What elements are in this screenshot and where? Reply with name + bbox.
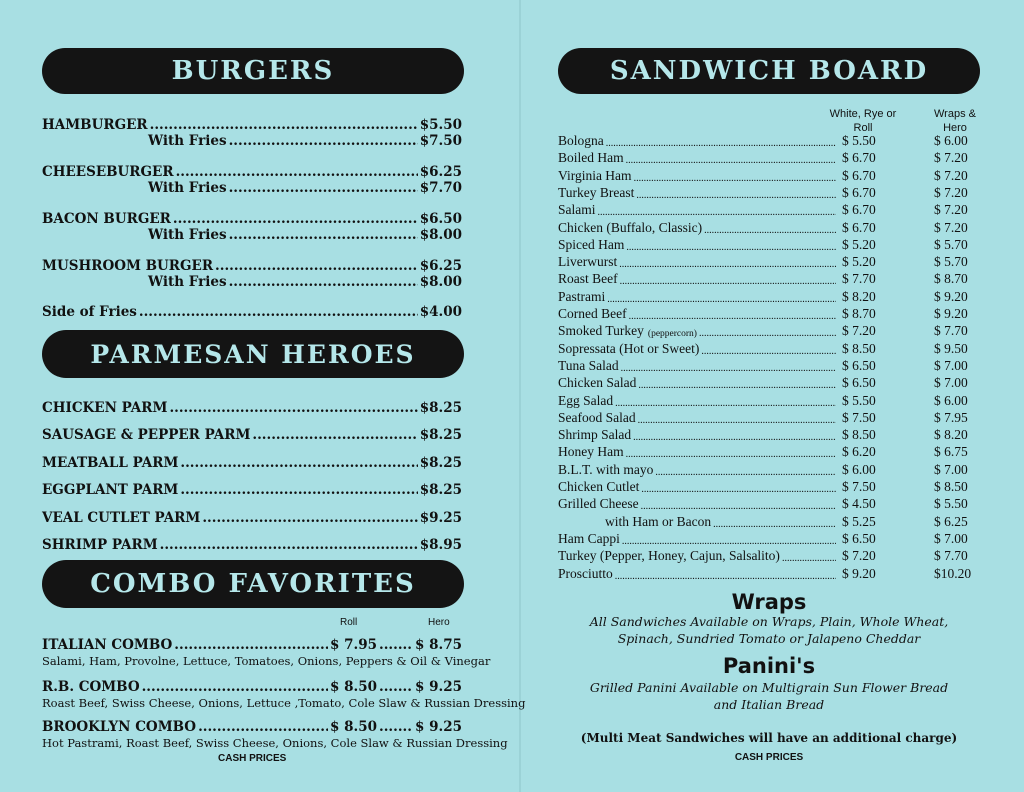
sandwich-price-wrap: $ 7.00 [934,357,968,373]
hero-item-label: SHRIMP PARM [42,537,158,553]
heroes-title: PARMESAN HEROES [90,339,416,369]
hero-item-price: $8.25 [419,482,462,498]
combo-roll-price: $ 8.50 [330,679,378,695]
sandwich-name: Chicken Cutlet [558,479,640,494]
sandwich-price-wrap: $ 7.20 [934,150,968,166]
burger-item-price: $6.25 [419,164,462,180]
combo-hero-price: $ 9.25 [415,719,462,735]
sandwich-leader [636,190,836,201]
burger-fries [148,274,462,290]
sandwich-row [558,202,838,218]
burger-item [42,117,462,133]
sandwich-leader [701,346,836,357]
combo-roll-price: $ 7.95 [330,637,378,653]
sandwich-row [558,306,838,322]
sandwich-name: with Ham or Bacon [605,513,712,529]
sandwich-leader [626,242,836,253]
sandwich-name: Salami [558,202,596,218]
burger-item-leader [215,258,418,274]
combo-item [42,637,462,653]
side-fries-price: $4.00 [419,304,462,320]
burger-item-leader [176,164,418,180]
sandwich-leader [619,259,836,270]
sandwich-leader [633,432,836,443]
hero-item-price: $8.25 [419,400,462,416]
sandwich-price-wrap: $ 6.00 [934,392,968,408]
sandwich-price-bread: $ 7.20 [842,548,876,564]
sandwich-price-wrap: $ 6.25 [934,513,968,529]
sandwich-price-bread: $ 6.50 [842,357,876,373]
wraps-title: Wraps [731,590,807,614]
hero-item-leader [252,427,417,443]
sandwich-banner [558,48,980,94]
sandwich-price-bread: $ 6.20 [842,444,876,460]
sandwich-price-bread: $ 6.70 [842,219,876,235]
heroes-banner [42,330,464,378]
sandwich-name: Pastrami [558,288,606,304]
sandwich-row [558,496,838,512]
combo-name: R.B. COMBO [42,679,140,695]
sandwich-col-bread: White, Rye or Roll [829,108,897,134]
burger-fries-price: $7.70 [419,180,462,196]
sandwich-price-wrap: $ 7.00 [934,530,968,546]
side-fries [42,304,462,320]
sandwich-price-bread: $ 6.70 [842,167,876,183]
hero-item-leader [202,510,417,526]
combo-col-roll: Roll [340,617,358,628]
combo-col-hero: Hero [428,617,450,628]
combo-desc: Salami, Ham, Provolne, Lettuce, Tomatoes, Onions, Peppers & Oil & Vinegar [42,654,491,668]
sandwich-name: Sopressata (Hot or Sweet) [558,340,700,356]
burger-item [42,258,462,274]
burger-item [42,211,462,227]
sandwich-price-bread: $ 7.50 [842,409,876,425]
burger-fries-price: $7.50 [419,133,462,149]
sandwich-name: Egg Salad [558,392,614,408]
sandwich-price-wrap: $ 7.70 [934,323,968,339]
sandwich-name: Boiled Ham [558,150,624,166]
sandwich-price-bread: $ 7.20 [842,323,876,339]
hero-item-label: MEATBALL PARM [42,455,179,471]
sandwich-row [558,548,838,564]
burger-fries [148,180,462,196]
burger-fries-label: With Fries [148,133,227,149]
panini-title: Panini's [722,654,816,678]
sandwich-name: Shrimp Salad [558,427,632,443]
hero-item-label: SAUSAGE & PEPPER PARM [42,427,251,443]
sandwich-row [558,341,838,357]
burgers-title: BURGERS [171,56,335,86]
sandwich-price-bread: $ 6.00 [842,461,876,477]
burger-item-label: BACON BURGER [42,211,171,227]
hero-item-label: CHICKEN PARM [42,400,168,416]
sandwich-price-wrap: $ 7.20 [934,219,968,235]
hero-item-leader [169,400,417,416]
sandwich-row [558,150,838,166]
sandwich-name: Chicken (Buffalo, Classic) [558,219,703,235]
sandwich-leader [638,415,836,426]
hero-item-leader [160,537,418,553]
sandwich-price-wrap: $ 7.20 [934,202,968,218]
sandwich-price-wrap: $ 9.50 [934,340,968,356]
hero-item-price: $9.25 [419,510,462,526]
sandwich-row [558,462,838,478]
sandwich-row [558,444,838,460]
sandwich-leader [629,311,836,322]
sandwich-note: (peppercorn) [647,329,697,340]
burger-item-price: $5.50 [419,117,462,133]
burger-fries-leader [229,274,418,290]
sandwich-leader [699,328,836,339]
sandwich-leader [638,380,836,391]
combo-leader-2 [379,637,413,653]
hero-item-price: $8.25 [419,455,462,471]
sandwich-price-bread: $ 8.50 [842,340,876,356]
sandwich-title: SANDWICH BOARD [609,56,929,86]
side-fries-leader [139,304,418,320]
multi-meat-note: (Multi Meat Sandwiches will have an additional charge) [580,731,958,745]
sandwich-price-wrap: $ 7.00 [934,461,968,477]
sandwich-price-bread: $ 8.70 [842,306,876,321]
sandwich-name: Roast Beef [558,271,618,287]
sandwich-price-bread: $ 8.50 [842,427,876,443]
sandwich-name: Ham Cappi [558,530,620,546]
burger-item-price: $6.25 [419,258,462,274]
hero-item-leader [180,482,417,498]
combo-name: BROOKLYN COMBO [42,719,197,735]
sandwich-row [558,271,838,287]
sandwich-leader [626,155,836,166]
combo-item [42,719,462,735]
sandwich-name: Turkey (Pepper, Honey, Cajun, Salsalito) [558,548,780,564]
sandwich-row [558,410,838,426]
burger-fries-label: With Fries [148,227,227,243]
cash-prices-left: CASH PRICES [218,753,287,764]
sandwich-name: Seafood Salad [558,409,636,425]
combo-hero-price: $ 8.75 [415,637,462,653]
burger-fries-leader [229,227,418,243]
sandwich-name: Honey Ham [558,444,624,460]
sandwich-leader [704,225,836,236]
combo-leader [142,679,328,695]
combo-leader-2 [379,679,413,695]
burger-fries [148,133,462,149]
sandwich-row [558,168,838,184]
sandwich-price-wrap: $ 5.70 [934,254,968,270]
sandwich-price-wrap: $ 7.00 [934,375,968,391]
sandwich-leader [641,501,836,512]
sandwich-price-bread: $ 8.20 [842,288,876,304]
sandwich-price-wrap: $ 7.20 [934,167,968,183]
sandwich-name: Bologna [558,133,604,148]
sandwich-price-bread: $ 6.70 [842,184,876,200]
sandwich-leader [713,519,836,530]
sandwich-price-bread: $ 6.70 [842,202,876,218]
sandwich-row [558,323,838,339]
burger-fries-price: $8.00 [419,274,462,290]
sandwich-leader [621,363,836,374]
sandwich-price-bread: $ 7.50 [842,479,876,494]
combo-leader [198,719,328,735]
burger-fries-price: $8.00 [419,227,462,243]
sandwich-name: B.L.T. with mayo [558,461,654,477]
hero-item [42,455,462,471]
combo-hero-price: $ 9.25 [415,679,462,695]
sandwich-price-bread: $ 5.50 [842,133,876,148]
sandwich-price-bread: $ 6.50 [842,530,876,546]
hero-item [42,537,462,553]
burger-item-price: $6.50 [419,211,462,227]
sandwich-price-bread: $ 7.70 [842,271,876,287]
combo-desc: Roast Beef, Swiss Cheese, Onions, Lettuce ,Tomato, Cole Slaw & Russian Dressing [42,696,526,710]
sandwich-leader [655,467,836,478]
sandwich-row [558,254,838,270]
burger-item [42,164,462,180]
sandwich-leader [782,553,836,564]
burger-fries-leader [229,180,418,196]
sandwich-col-wraps: Wraps & Hero [934,108,976,134]
burgers-banner [42,48,464,94]
sandwich-price-wrap: $ 6.00 [934,133,968,148]
sandwich-row [558,393,838,409]
sandwich-leader [634,173,836,184]
sandwich-price-wrap: $ 7.70 [934,548,968,564]
sandwich-row [558,185,838,201]
wraps-line1: All Sandwiches Available on Wraps, Plain, Whole Wheat, [589,614,949,629]
combo-leader [174,637,328,653]
sandwich-row [558,237,838,253]
sandwich-price-bread: $ 6.50 [842,375,876,391]
sandwich-leader [615,571,836,582]
sandwich-leader [620,276,836,287]
sandwich-price-wrap: $ 7.95 [934,409,968,425]
sandwich-price-wrap: $ 5.70 [934,236,968,252]
cash-prices-right: CASH PRICES [734,752,804,763]
wraps-line2: Spinach, Sundried Tomato or Jalapeno Cheddar [617,631,921,646]
hero-item-label: VEAL CUTLET PARM [42,510,201,526]
sandwich-price-wrap: $ 9.20 [934,288,968,304]
hero-item-price: $8.25 [419,427,462,443]
burger-item-label: HAMBURGER [42,117,148,133]
sandwich-price-bread: $ 6.70 [842,150,876,166]
sandwich-leader [606,138,836,149]
sandwich-row [558,133,838,149]
sandwich-price-bread: $ 5.20 [842,236,876,252]
sandwich-leader [607,294,836,305]
hero-item-leader [180,455,417,471]
hero-item-label: EGGPLANT PARM [42,482,179,498]
sandwich-price-wrap: $ 8.50 [934,479,968,494]
sandwich-price-bread: $ 5.20 [842,254,876,270]
combos-title: COMBO FAVORITES [90,569,416,599]
sandwich-price-bread: $ 5.25 [842,513,876,529]
sandwich-price-wrap: $ 8.20 [934,427,968,443]
sandwich-leader [626,449,836,460]
burger-fries-label: With Fries [148,274,227,290]
sandwich-name: Prosciutto [558,565,613,581]
hero-item [42,510,462,526]
sandwich-row [558,375,838,391]
sandwich-name: Corned Beef [558,306,627,321]
sandwich-row [558,531,838,547]
combo-leader-2 [379,719,413,735]
burger-fries-label: With Fries [148,180,227,196]
hero-item [42,427,462,443]
sandwich-price-wrap: $ 5.50 [934,496,968,512]
sandwich-price-bread: $ 5.50 [842,392,876,408]
sandwich-row [558,358,838,374]
burger-item-leader [173,211,418,227]
sandwich-price-wrap: $ 6.75 [934,444,968,460]
sandwich-name: Grilled Cheese [558,496,639,512]
sandwich-name: Smoked Turkey [558,323,644,339]
sandwich-name: Spiced Ham [558,236,625,252]
combo-roll-price: $ 8.50 [330,719,378,735]
sandwich-name: Chicken Salad [558,375,637,391]
sandwich-price-wrap: $10.20 [934,565,972,581]
sandwich-price-wrap: $ 7.20 [934,184,968,200]
sandwich-row [558,427,838,443]
sandwich-row [605,514,838,530]
burger-item-label: MUSHROOM BURGER [42,258,214,274]
panini-line1: Grilled Panini Available on Multigrain Sun Flower Bread [589,680,949,695]
burger-item-label: CHEESEBURGER [42,164,174,180]
sandwich-price-bread: $ 9.20 [842,565,876,581]
sandwich-price-wrap: $ 8.70 [934,271,968,287]
panini-line2: and Italian Bread [713,697,825,712]
sandwich-name: Turkey Breast [558,184,635,200]
sandwich-leader [598,207,837,218]
sandwich-name: Tuna Salad [558,357,619,373]
hero-item [42,482,462,498]
burger-fries [148,227,462,243]
sandwich-leader [622,536,836,547]
sandwich-name: Liverwurst [558,254,618,270]
combos-banner [42,560,464,608]
sandwich-name: Virginia Ham [558,167,632,183]
hero-item [42,400,462,416]
combo-name: ITALIAN COMBO [42,637,173,653]
sandwich-price-bread: $ 4.50 [842,496,876,512]
sandwich-row [558,220,838,236]
combo-desc: Hot Pastrami, Roast Beef, Swiss Cheese, Onions, Cole Slaw & Russian Dressing [42,736,508,750]
combo-item [42,679,462,695]
sandwich-leader [615,398,836,409]
sandwich-row [558,479,838,495]
sandwich-price-wrap: $ 9.20 [934,306,968,321]
sandwich-row [558,289,838,305]
burger-fries-leader [229,133,418,149]
hero-item-price: $8.95 [419,537,462,553]
burger-item-leader [150,117,418,133]
sandwich-row [558,566,838,582]
side-fries-label: Side of Fries [42,304,137,320]
sandwich-leader [641,484,836,495]
page-fold [519,0,521,792]
